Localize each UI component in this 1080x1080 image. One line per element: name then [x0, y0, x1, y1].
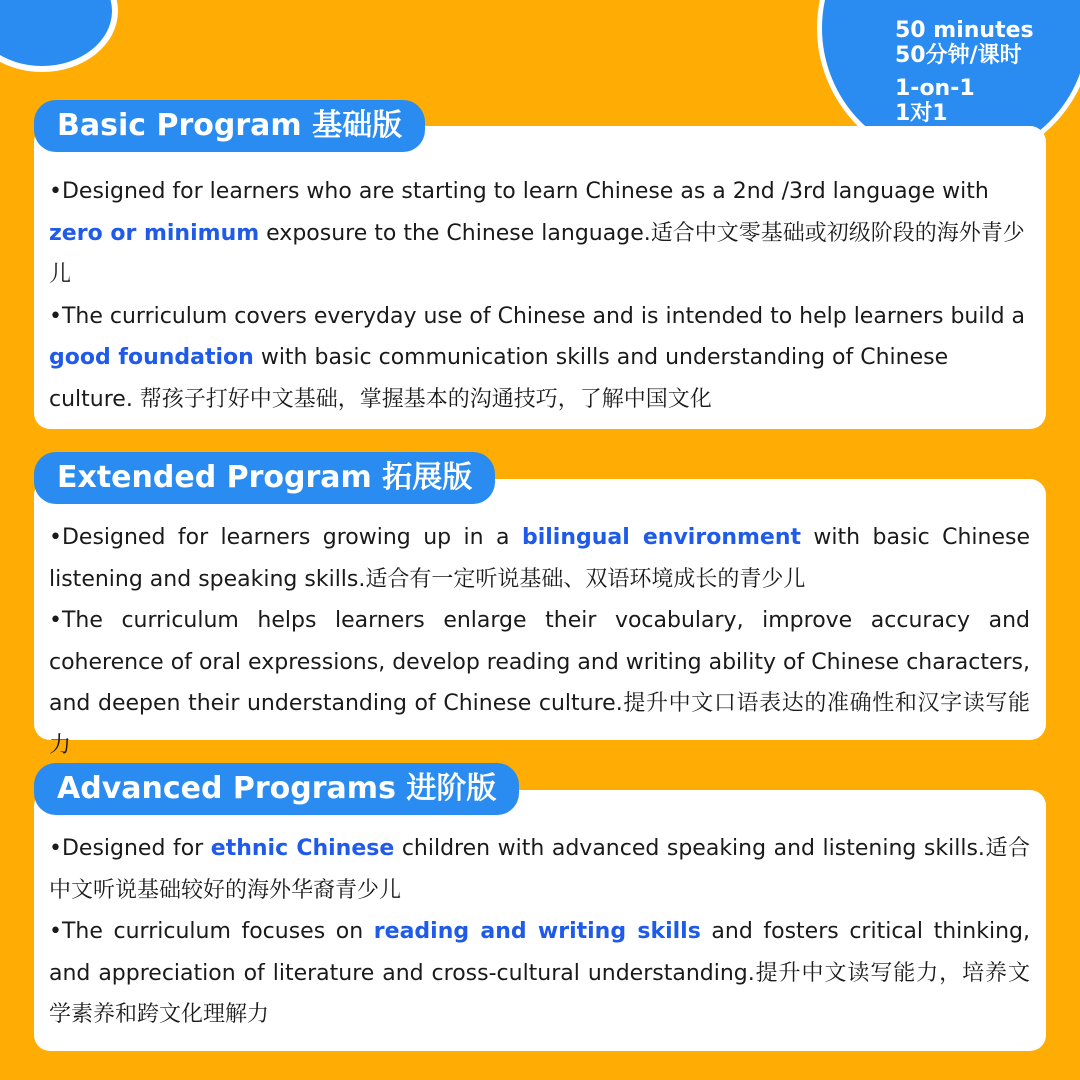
basic-program-paragraph-2: •The curriculum covers everyday use of Chinese and is intended to help learners build a good foundation with basic communication skills and understanding of Chinese culture. 帮孩子打好中文基础，掌握基本的沟通技巧，了解中国文化	[49, 303, 1026, 412]
extended-program-title: Extended Program 拓展版	[34, 452, 495, 504]
format-zh: 1对1	[895, 101, 948, 126]
highlight-good-foundation: good foundation	[49, 345, 254, 370]
highlight-zero-or-minimum: zero or minimum	[49, 220, 260, 246]
advanced-programs-title: Advanced Programs 进阶版	[34, 763, 519, 815]
duration-zh: 50分钟/课时	[895, 43, 1022, 68]
highlight-reading-and-writing-skills: reading and writing skills	[373, 919, 701, 944]
advanced-programs-card	[34, 790, 1046, 1051]
highlight-ethnic-chinese: ethnic Chinese	[210, 836, 395, 861]
extended-program-paragraph-1: •Designed for learners growing up in a bilingual environment with basic Chinese listening and speaking skills.适合有一定听说基础、双语环境成长的青少儿	[49, 525, 1030, 592]
basic-program-paragraph-1: •Designed for learners who are starting to learn Chinese as a 2nd /3rd language with zero or minimum exposure to the Chinese language.适合中文零基础或初级阶段的海外青少儿	[49, 179, 1025, 287]
highlight-bilingual-environment: bilingual environment	[521, 525, 801, 550]
advanced-programs-paragraph-1: •Designed for ethnic Chinese children with advanced speaking and listening skills.适合中文听说基础较好的海外华裔青少儿	[49, 836, 1030, 903]
corner-decoration-circle	[0, 0, 118, 72]
basic-program-card	[34, 126, 1046, 429]
basic-program-title: Basic Program 基础版	[34, 100, 425, 152]
extended-program-card	[34, 479, 1046, 758]
duration-en: 50 minutes	[895, 18, 1034, 43]
format-en: 1-on-1	[895, 76, 975, 101]
advanced-programs-paragraph-2: •The curriculum focuses on reading and writing skills and fosters critical thinking, and appreciation of literature and cross-cultural understanding.提升中文读写能力，培养文学素养和跨文化理解力	[49, 919, 1030, 1027]
session-info-text	[895, 18, 1034, 126]
extended-program-paragraph-2: •The curriculum helps learners enlarge their vocabulary, improve accuracy and coherence of oral expressions, develop reading and writing ability of Chinese characters, and deepen their understanding of Chinese culture.提升中文口语表达的准确性和汉字读写能力	[49, 608, 1030, 758]
